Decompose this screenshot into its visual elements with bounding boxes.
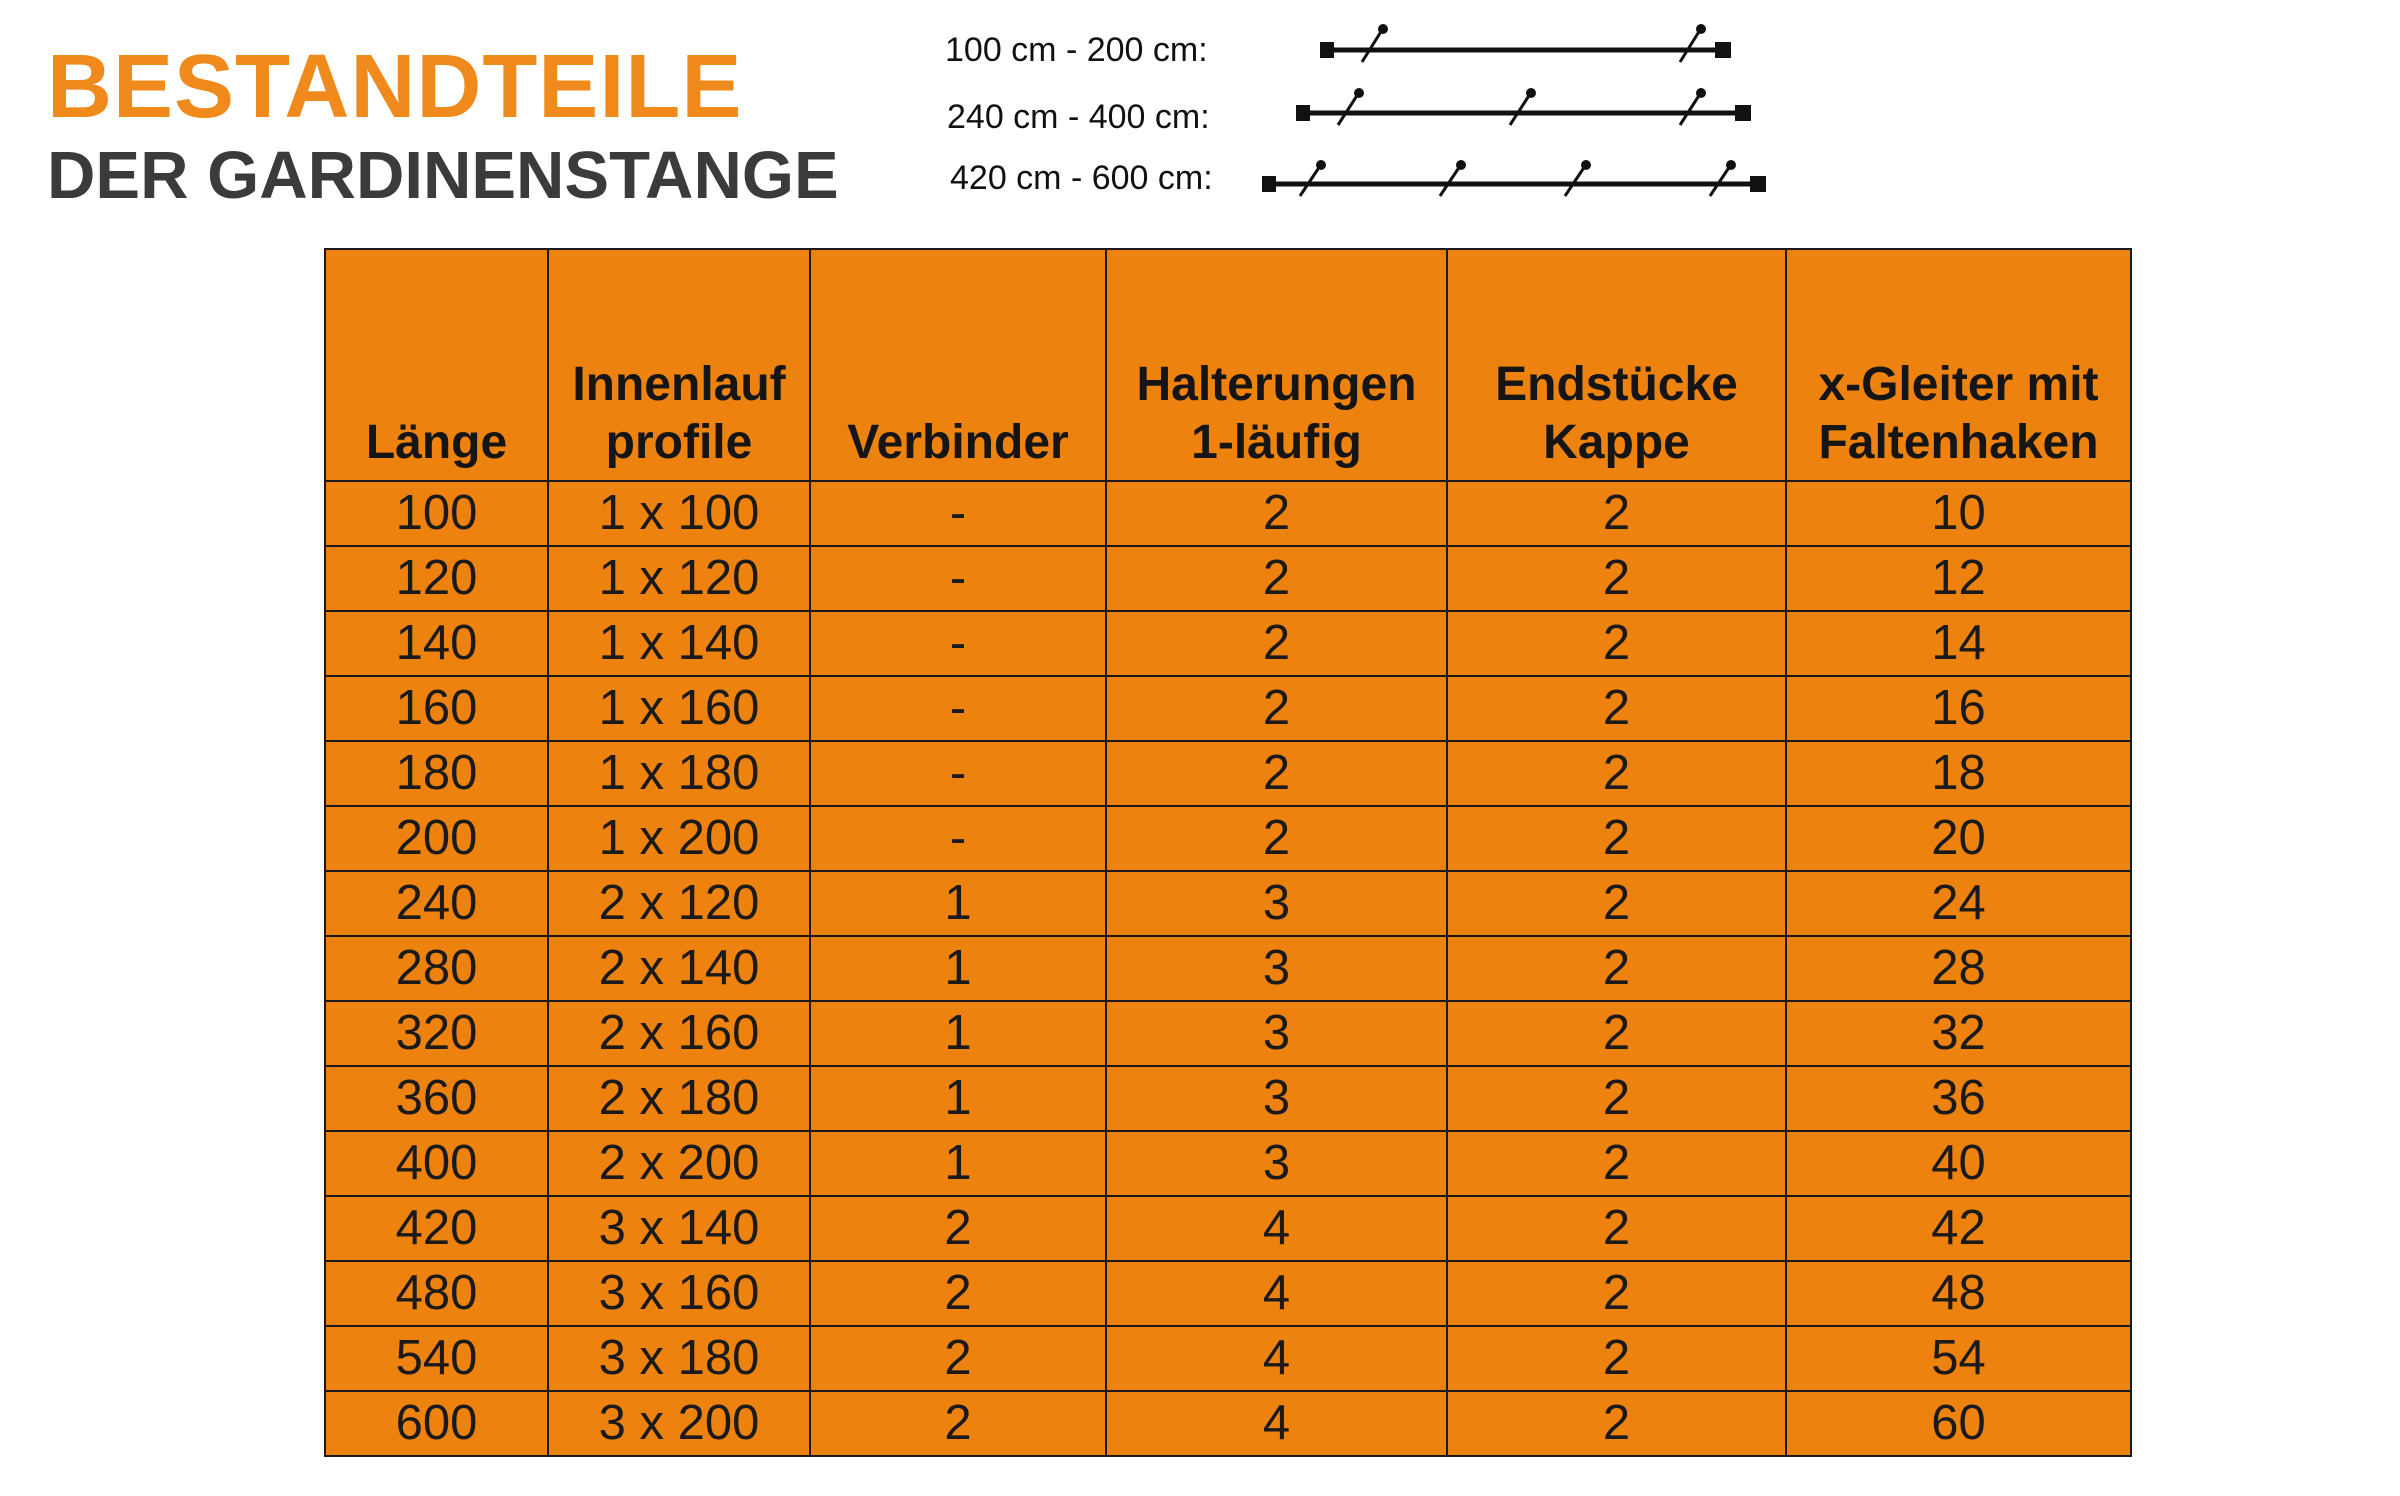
column-header-line: profile — [605, 416, 753, 469]
rod-diagram-4-brackets — [1262, 160, 1766, 196]
table-cell-brackets: 3 — [1106, 1001, 1447, 1066]
column-header-line: Halterungen — [1136, 358, 1417, 411]
table-cell-end-caps: 2 — [1447, 611, 1786, 676]
table-cell-connector: 2 — [810, 1326, 1106, 1391]
table-cell-brackets: 2 — [1106, 741, 1447, 806]
table-cell-connector: - — [810, 676, 1106, 741]
table-cell-connector: - — [810, 806, 1106, 871]
table-cell-gliders: 36 — [1786, 1066, 2131, 1131]
table-cell-gliders: 16 — [1786, 676, 2131, 741]
components-table — [324, 248, 2132, 1457]
table-cell-inner-profile: 1 x 200 — [548, 806, 810, 871]
table-cell-gliders: 10 — [1786, 481, 2131, 546]
table-header — [325, 249, 2131, 481]
table-cell-length: 600 — [325, 1391, 548, 1456]
table-cell-end-caps: 2 — [1447, 871, 1786, 936]
table-cell-inner-profile: 3 x 200 — [548, 1391, 810, 1456]
components-table-wrapper — [324, 248, 2132, 1457]
table-cell-connector: 1 — [810, 1131, 1106, 1196]
curtain-rod-diagrams — [0, 0, 2400, 220]
table-cell-brackets: 3 — [1106, 1131, 1447, 1196]
table-cell-brackets: 4 — [1106, 1391, 1447, 1456]
column-header-length — [325, 249, 548, 481]
table-cell-length: 100 — [325, 481, 548, 546]
table-cell-brackets: 3 — [1106, 871, 1447, 936]
table-cell-end-caps: 2 — [1447, 1196, 1786, 1261]
table-cell-gliders: 54 — [1786, 1326, 2131, 1391]
table-cell-end-caps: 2 — [1447, 1326, 1786, 1391]
table-cell-end-caps: 2 — [1447, 481, 1786, 546]
table-row — [325, 611, 2131, 676]
table-header-row — [325, 249, 2131, 481]
column-header-line: x-Gleiter mit — [1818, 358, 2099, 411]
table-cell-end-caps: 2 — [1447, 1001, 1786, 1066]
column-header-line: Endstücke — [1495, 358, 1738, 411]
table-cell-connector: 2 — [810, 1196, 1106, 1261]
table-cell-length: 540 — [325, 1326, 548, 1391]
table-row — [325, 1131, 2131, 1196]
table-cell-gliders: 14 — [1786, 611, 2131, 676]
column-header-line: Faltenhaken — [1818, 416, 2099, 469]
table-row — [325, 1391, 2131, 1456]
column-header-brackets — [1106, 249, 1447, 481]
table-row — [325, 1001, 2131, 1066]
table-cell-connector: - — [810, 741, 1106, 806]
table-cell-inner-profile: 2 x 140 — [548, 936, 810, 1001]
table-cell-brackets: 2 — [1106, 676, 1447, 741]
table-cell-end-caps: 2 — [1447, 1066, 1786, 1131]
table-cell-connector: 1 — [810, 1066, 1106, 1131]
table-cell-end-caps: 2 — [1447, 741, 1786, 806]
table-cell-end-caps: 2 — [1447, 676, 1786, 741]
table-cell-brackets: 2 — [1106, 546, 1447, 611]
table-row — [325, 936, 2131, 1001]
table-cell-gliders: 32 — [1786, 1001, 2131, 1066]
table-cell-connector: 1 — [810, 871, 1106, 936]
table-cell-end-caps: 2 — [1447, 806, 1786, 871]
table-cell-gliders: 24 — [1786, 871, 2131, 936]
rod-diagram-3-brackets — [1296, 88, 1751, 125]
table-cell-gliders: 48 — [1786, 1261, 2131, 1326]
table-cell-brackets: 2 — [1106, 611, 1447, 676]
table-cell-connector: - — [810, 481, 1106, 546]
table-row — [325, 1196, 2131, 1261]
column-header-line: Länge — [365, 416, 508, 469]
table-cell-inner-profile: 3 x 160 — [548, 1261, 810, 1326]
table-cell-end-caps: 2 — [1447, 546, 1786, 611]
table-cell-end-caps: 2 — [1447, 936, 1786, 1001]
page-title: BESTANDTEILE — [47, 37, 743, 137]
column-header-line: Verbinder — [847, 416, 1069, 469]
table-cell-length: 320 — [325, 1001, 548, 1066]
table-cell-inner-profile: 1 x 180 — [548, 741, 810, 806]
table-row — [325, 546, 2131, 611]
table-row — [325, 1066, 2131, 1131]
table-cell-connector: - — [810, 611, 1106, 676]
table-cell-length: 420 — [325, 1196, 548, 1261]
column-header-line: Kappe — [1543, 416, 1690, 469]
column-header-connector — [810, 249, 1106, 481]
table-cell-connector: 1 — [810, 936, 1106, 1001]
table-cell-brackets: 2 — [1106, 806, 1447, 871]
table-row — [325, 481, 2131, 546]
table-cell-gliders: 12 — [1786, 546, 2131, 611]
rod-diagram-2-brackets — [1320, 24, 1731, 62]
table-cell-brackets: 3 — [1106, 936, 1447, 1001]
table-cell-brackets: 3 — [1106, 1066, 1447, 1131]
table-row — [325, 871, 2131, 936]
table-cell-brackets: 4 — [1106, 1261, 1447, 1326]
table-cell-gliders: 18 — [1786, 741, 2131, 806]
column-header-line: Innenlauf — [572, 358, 786, 411]
table-cell-length: 240 — [325, 871, 548, 936]
table-cell-inner-profile: 3 x 140 — [548, 1196, 810, 1261]
table-cell-inner-profile: 3 x 180 — [548, 1326, 810, 1391]
table-cell-length: 280 — [325, 936, 548, 1001]
table-cell-connector: 1 — [810, 1001, 1106, 1066]
table-cell-length: 480 — [325, 1261, 548, 1326]
table-cell-inner-profile: 2 x 180 — [548, 1066, 810, 1131]
table-cell-end-caps: 2 — [1447, 1391, 1786, 1456]
table-cell-inner-profile: 1 x 100 — [548, 481, 810, 546]
table-row — [325, 1261, 2131, 1326]
column-header-inner-profile — [548, 249, 810, 481]
column-header-gliders — [1786, 249, 2131, 481]
table-cell-gliders: 20 — [1786, 806, 2131, 871]
table-cell-length: 360 — [325, 1066, 548, 1131]
table-cell-gliders: 60 — [1786, 1391, 2131, 1456]
legend-label-2: 240 cm - 400 cm: — [947, 98, 1210, 136]
column-header-end-caps — [1447, 249, 1786, 481]
table-cell-length: 180 — [325, 741, 548, 806]
page-subtitle: DER GARDINENSTANGE — [47, 138, 839, 213]
table-cell-length: 200 — [325, 806, 548, 871]
table-cell-inner-profile: 1 x 120 — [548, 546, 810, 611]
table-cell-end-caps: 2 — [1447, 1131, 1786, 1196]
table-cell-length: 400 — [325, 1131, 548, 1196]
table-cell-length: 120 — [325, 546, 548, 611]
column-header-line: 1-läufig — [1191, 416, 1362, 469]
table-cell-connector: - — [810, 546, 1106, 611]
table-cell-length: 140 — [325, 611, 548, 676]
table-cell-inner-profile: 2 x 160 — [548, 1001, 810, 1066]
table-cell-brackets: 4 — [1106, 1196, 1447, 1261]
table-row — [325, 806, 2131, 871]
table-body — [325, 481, 2131, 1456]
table-cell-inner-profile: 1 x 160 — [548, 676, 810, 741]
table-cell-inner-profile: 2 x 200 — [548, 1131, 810, 1196]
table-cell-inner-profile: 1 x 140 — [548, 611, 810, 676]
table-cell-gliders: 40 — [1786, 1131, 2131, 1196]
table-row — [325, 741, 2131, 806]
table-cell-length: 160 — [325, 676, 548, 741]
table-cell-brackets: 2 — [1106, 481, 1447, 546]
table-cell-connector: 2 — [810, 1261, 1106, 1326]
table-cell-gliders: 28 — [1786, 936, 2131, 1001]
table-cell-end-caps: 2 — [1447, 1261, 1786, 1326]
table-cell-gliders: 42 — [1786, 1196, 2131, 1261]
table-cell-inner-profile: 2 x 120 — [548, 871, 810, 936]
table-cell-brackets: 4 — [1106, 1326, 1447, 1391]
legend-label-1: 100 cm - 200 cm: — [945, 31, 1208, 69]
table-row — [325, 1326, 2131, 1391]
table-cell-connector: 2 — [810, 1391, 1106, 1456]
legend-label-3: 420 cm - 600 cm: — [950, 159, 1213, 197]
table-row — [325, 676, 2131, 741]
